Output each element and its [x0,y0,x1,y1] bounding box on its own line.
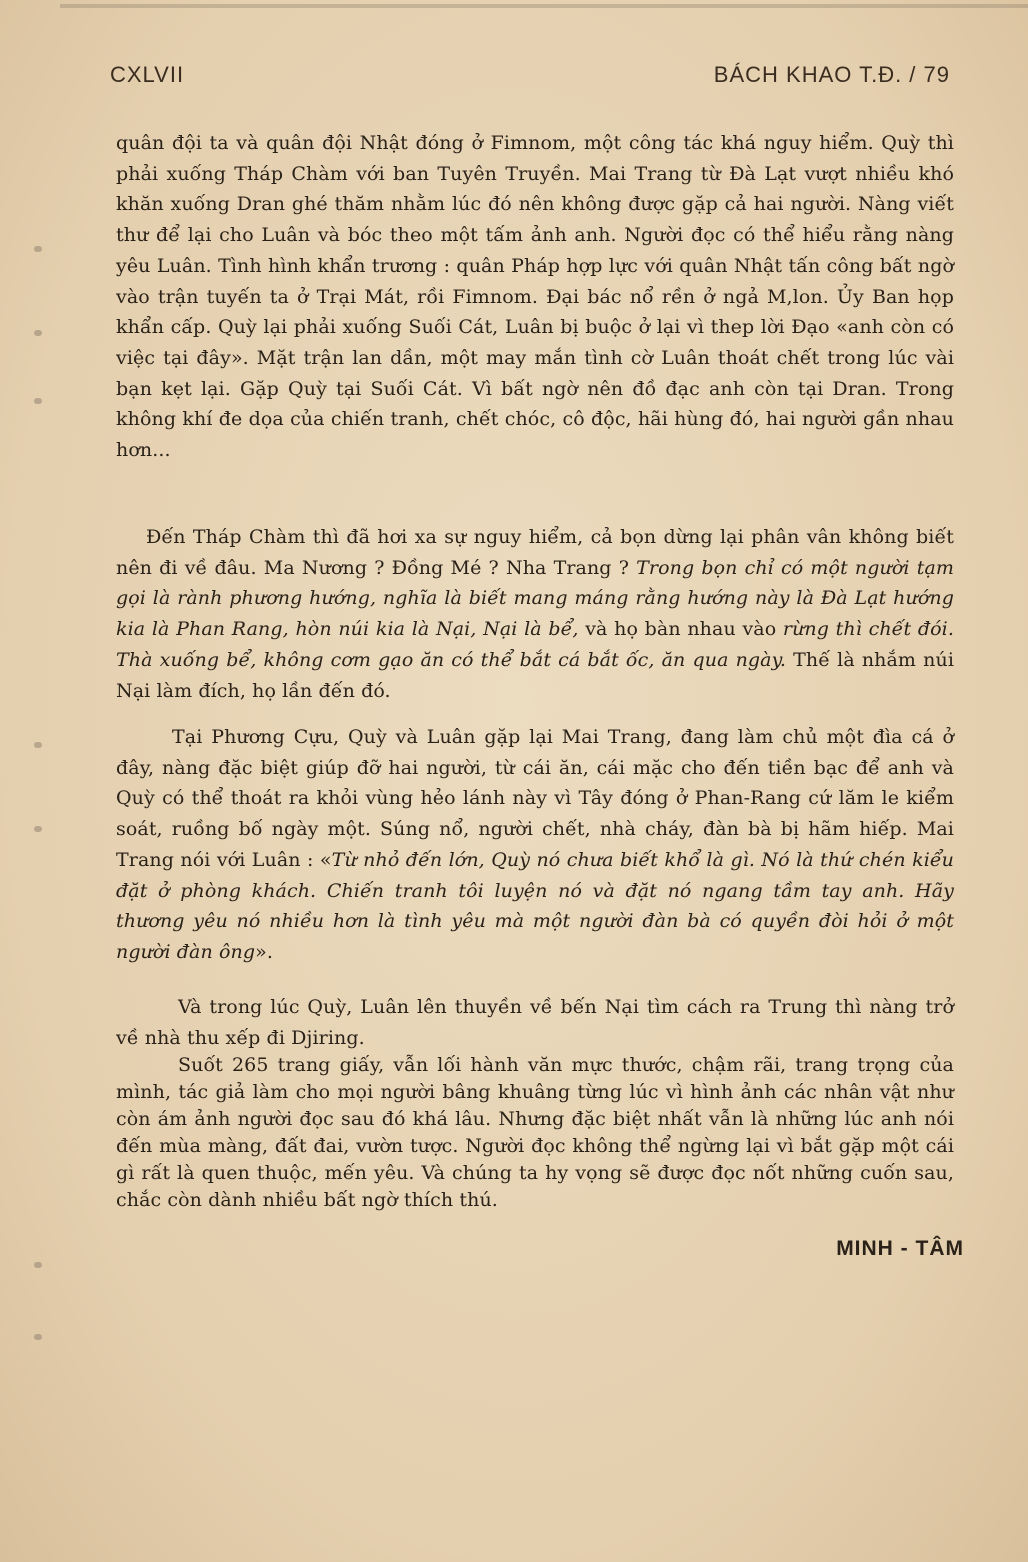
chapter-number: CXLVII [110,62,185,87]
binding-hole-mark [34,330,42,336]
paragraph-3 [116,722,954,968]
page-header [110,56,950,96]
paragraph-2 [116,522,954,706]
text-run: Tại Phương Cựu, Quỳ và Luân gặp lại Mai Trang, đang làm chủ một đìa cá ở đây, nàng đặc biệt giúp đỡ hai người, từ cái ăn, cái mặc cho đến tiền bạc để anh và Quỳ có thể thoát ra khỏi vùng hẻo lánh này vì Tây đóng ở Phan-Rang cứ lăm le kiểm soát, ruồng bố ngày một. Súng nổ, người chết, nhà cháy, đàn bà bị hãm hiếp. Mai Trang nói với Luân : « [116,726,954,871]
italic-text-run: Từ nhỏ đến lớn, Quỳ nó chưa biết khổ là gì. Nó là thứ chén kiểu đặt ở phòng khách. Chiến tranh tôi luyện nó và đặt nó ngang tầm tay anh. Hãy thương yêu nó nhiều hơn là tình yêu mà một người đàn bà có quyền đòi hỏi ở một người đàn ông [116,848,955,963]
paragraph-5 [116,1052,954,1214]
journal-title-page-number: BÁCH KHAO T.Đ. / 79 [713,62,950,87]
text-run: quân đội ta và quân đội Nhật đóng ở Fimnom, một công tác khá nguy hiểm. Quỳ thì phải xuống Tháp Chàm với ban Tuyên Truyền. Mai Trang từ Đà Lạt vượt nhiều khó khăn xuống Dran ghé thăm nhằm lúc đó nên không được gặp cả hai người. Nàng viết thư để lại cho Luân và bóc theo một tấm ảnh anh. Người đọc có thể hiểu rằng nàng yêu Luân. Tình hình khẩn trương : quân Pháp hợp lực với quân Nhật tấn công bất ngờ vào trận tuyến ta ở Trại Mát, rồi Fimnom. Đại bác nổ rền ở ngả M,lon. Ủy Ban họp khẩn cấp. Quỳ lại phải xuống Suối Cát, Luân bị buộc ở lại vì thep lời Đạo «anh còn có việc tại đây». Mặt trận lan dần, một may mắn tình cờ Luân thoát chết trong lúc vài bạn kẹt lại. Gặp Quỳ tại Suối Cát. Vì bất ngờ nên đồ đạc anh còn tại Dran. Trong không khí đe dọa của chiến tranh, chết chóc, cô độc, hãi hùng đó, hai người gần nhau hơn... [116,132,954,462]
text-run: Thế là nhắm núi Nại làm đích, họ lần đến đó. [116,648,954,702]
text-run: Suốt 265 trang giấy, vẫn lối hành văn mực thước, chậm rãi, trang trọng của mình, tác giả làm cho mọi người bâng khuâng từng lúc vì hình ảnh các nhân vật như còn ám ảnh người đọc sau đó khá lâu. Nhưng đặc biệt nhất vẫn là những lúc anh nói đến mùa màng, đất đai, vườn tược. Người đọc không thể ngừng lại vì bắt gặp một cái gì rất là quen thuộc, mến yêu. Và chúng ta hy vọng sẽ được đọc nốt những cuốn sau, chắc còn dành nhiều bất ngờ thích thú. [116,1054,954,1211]
paragraph-1 [116,128,954,466]
binding-hole-mark [34,246,42,252]
text-run: ». [255,940,273,963]
binding-hole-mark [34,398,42,404]
top-edge-rule [60,4,1028,8]
text-run: Và trong lúc Quỳ, Luân lên thuyền về bến Nại tìm cách ra Trung thì nàng trở về nhà thu xếp đi Djiring. [116,996,954,1049]
binding-hole-mark [34,1334,42,1340]
binding-hole-mark [34,1262,42,1268]
paragraph-4 [116,992,954,1053]
binding-hole-mark [34,742,42,748]
text-run: và họ bàn nhau vào [578,618,783,641]
italic-text-run: rừng thì chết đói. Thà xuống bể, không cơm gạo ăn có thể bắt cá bắt ốc, ăn qua ngày. [116,618,954,671]
text-run: Đến Tháp Chàm thì đã hơi xa sự nguy hiểm, cả bọn dừng lại phân vân không biết nên đi về đâu. Ma Nương ? Đồng Mé ? Nha Trang ? [116,526,954,579]
binding-hole-mark [34,826,42,832]
author-signature: MINH - TÂM [836,1237,964,1260]
italic-text-run: Trong bọn chỉ có một người tạm gọi là rành phương hướng, nghĩa là biết mang máng rằng hướng này là Đà Lạt hướng kia là Phan Rang, hòn núi kia là Nại, Nại là bể, [116,556,954,641]
